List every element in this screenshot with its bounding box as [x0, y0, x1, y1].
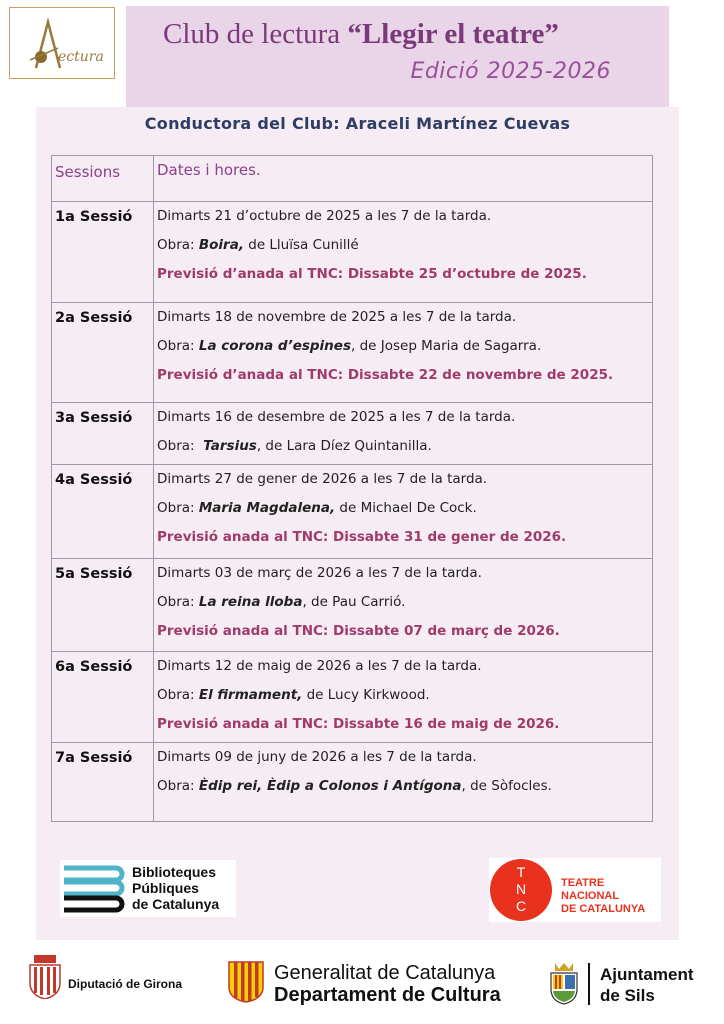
tnc-preview: Previsió anada al TNC: Dissabte 31 de gener de 2026.	[157, 529, 567, 545]
session-work	[157, 686, 649, 705]
session-date: Dimarts 03 de març de 2026 a les 7 de la tarda.	[157, 565, 482, 581]
work-title: El firmament,	[198, 687, 303, 703]
work-prefix: Obra:	[157, 778, 199, 794]
session-date: Dimarts 09 de juny de 2026 a les 7 de la tarda.	[157, 749, 477, 765]
table-row	[52, 465, 653, 559]
work-prefix: Obra:	[157, 594, 199, 610]
table-row	[52, 303, 653, 403]
sessions-table	[51, 155, 653, 822]
work-author: de Lluïsa Cunillé	[243, 237, 359, 253]
title-prefix: Club de lectura	[163, 18, 348, 50]
session-work	[157, 499, 649, 518]
header-band	[126, 6, 669, 107]
header-dates: Dates i hores.	[154, 156, 653, 202]
session-name: 3a Sessió	[55, 410, 133, 426]
work-author: de Michael De Cock.	[335, 500, 477, 516]
club-lectura-logo-icon	[10, 8, 116, 80]
girona-shield-icon	[28, 955, 62, 999]
conductor-line: Conductora del Club: Araceli Martínez Cuevas	[144, 114, 571, 133]
table-row	[52, 403, 653, 465]
table-row	[52, 743, 653, 822]
tnc-line1: TEATRE NACIONAL	[561, 877, 620, 902]
work-title: Tarsius	[203, 438, 257, 454]
club-logo	[9, 7, 115, 79]
session-work	[157, 593, 649, 612]
work-prefix: Obra:	[157, 338, 199, 354]
session-name: 4a Sessió	[55, 472, 133, 488]
title-bold: “Llegir el teatre”	[347, 18, 559, 50]
table-header-row	[52, 156, 653, 202]
page-title	[163, 18, 559, 51]
diputacio-text: Diputació de Girona	[68, 977, 183, 991]
work-title: Èdip rei, Èdip a Colonos i Antígona	[198, 778, 462, 794]
generalitat-line2: Departament de Cultura	[274, 984, 501, 1006]
edition-label: Edició 2025-2026	[410, 59, 611, 84]
tnc-text	[561, 877, 661, 916]
session-work	[157, 437, 649, 456]
bpc-text	[132, 864, 219, 912]
bpc-line2: Públiques	[132, 880, 199, 896]
work-prefix: Obra:	[157, 237, 199, 253]
bpc-logo	[60, 860, 236, 917]
tnc-mark: TNC	[515, 864, 527, 914]
generalitat-line1: Generalitat de Catalunya	[274, 962, 496, 984]
work-title: La corona d’espines	[198, 338, 351, 354]
tnc-preview: Previsió d’anada al TNC: Dissabte 25 d’octubre de 2025.	[157, 266, 587, 282]
table-row	[52, 652, 653, 743]
work-prefix: Obra:	[157, 500, 199, 516]
senyera-icon	[228, 961, 264, 1003]
session-date: Dimarts 27 de gener de 2026 a les 7 de la tarda.	[157, 471, 488, 487]
header-sessions: Sessions	[52, 156, 154, 202]
tnc-logo	[489, 858, 661, 922]
work-author: , de Pau Carrió.	[302, 594, 406, 610]
sils-line2: de Sils	[600, 986, 655, 1005]
session-date: Dimarts 18 de novembre de 2025 a les 7 de la tarda.	[157, 309, 517, 325]
bpc-line1: Biblioteques	[132, 864, 217, 880]
work-prefix: Obra:	[157, 687, 199, 703]
sils-text	[600, 964, 694, 1006]
table-row	[52, 559, 653, 652]
work-author: de Lucy Kirkwood.	[302, 687, 430, 703]
session-name: 7a Sessió	[55, 750, 133, 766]
bpc-line3: de Catalunya	[132, 896, 220, 912]
work-title: Maria Magdalena,	[198, 500, 336, 516]
session-name: 6a Sessió	[55, 659, 133, 675]
session-name: 5a Sessió	[55, 566, 133, 582]
work-title: Boira,	[198, 237, 244, 253]
books-stack-icon	[60, 860, 128, 917]
work-title: La reina lloba	[198, 594, 303, 610]
sils-divider	[588, 963, 590, 1005]
session-date: Dimarts 21 d’octubre de 2025 a les 7 de la tarda.	[157, 208, 492, 224]
sils-line1: Ajuntament	[600, 965, 694, 984]
work-author: , de Lara Díez Quintanilla.	[256, 438, 432, 454]
tnc-preview: Previsió d’anada al TNC: Dissabte 22 de novembre de 2025.	[157, 367, 614, 383]
tnc-preview: Previsió anada al TNC: Dissabte 16 de maig de 2026.	[157, 716, 560, 732]
session-work	[157, 337, 649, 356]
sils-shield-icon	[549, 961, 579, 1005]
session-work	[157, 236, 649, 255]
session-work	[157, 777, 649, 796]
session-date: Dimarts 16 de desembre de 2025 a les 7 de la tarda.	[157, 409, 516, 425]
session-date: Dimarts 12 de maig de 2026 a les 7 de la tarda.	[157, 658, 482, 674]
work-author: , de Sòfocles.	[461, 778, 552, 794]
work-author: , de Josep Maria de Sagarra.	[350, 338, 542, 354]
logo-text: ectura	[58, 49, 104, 65]
work-prefix: Obra:	[157, 438, 204, 454]
tnc-preview: Previsió anada al TNC: Dissabte 07 de març de 2026.	[157, 623, 560, 639]
table-row	[52, 202, 653, 303]
session-name: 1a Sessió	[55, 209, 133, 225]
session-name: 2a Sessió	[55, 310, 133, 326]
tnc-line2: DE CATALUNYA	[561, 903, 646, 915]
